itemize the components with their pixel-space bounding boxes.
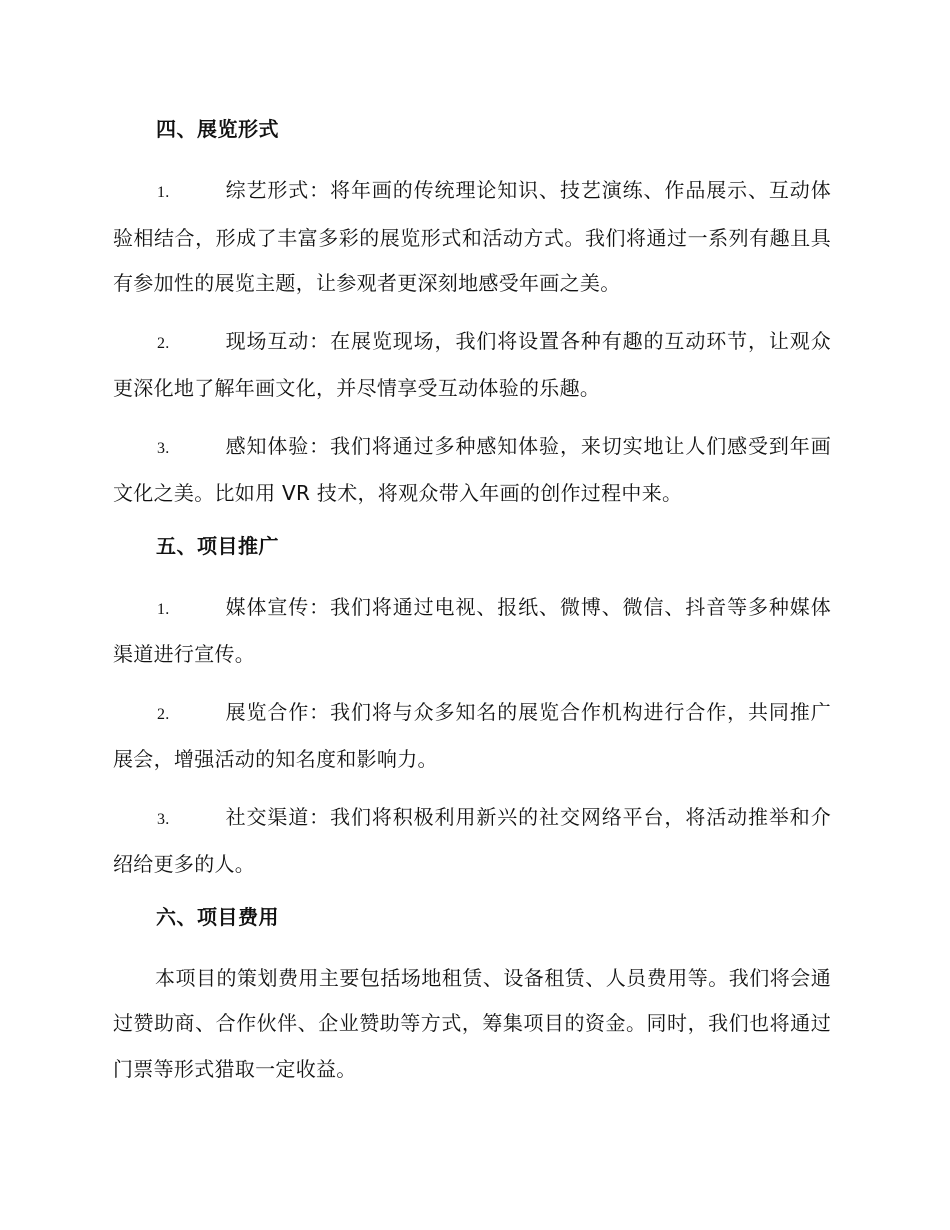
section-heading: 四、展览形式: [156, 117, 279, 141]
list-number: 3.: [157, 439, 170, 457]
list-number: 2.: [157, 334, 170, 352]
section-heading: 五、项目推广: [156, 533, 279, 558]
list-number: 1.: [157, 600, 170, 618]
list-text: 现场互动：在展览现场，我们将设置各种有趣的互动环节，让观众更深化地了解年画文化，并尽情享受互动体验的乐趣。: [113, 328, 831, 400]
list-text: 感知体验：我们将通过多种感知体验，来切实地让人们感受到年画文化之美。比如用 VR 技术，将观众带入年画的创作过程中来。: [113, 433, 831, 505]
list-item: [113, 690, 831, 783]
list-text: 展览合作：我们将与众多知名的展览合作机构进行合作，共同推广展会，增强活动的知名度和影响力。: [113, 699, 831, 771]
document-body: [113, 112, 831, 1092]
list-item: [113, 585, 831, 678]
body-paragraph: 本项目的策划费用主要包括场地租赁、设备租赁、人员费用等。我们将会通过赞助商、合作伙伴、企业赞助等方式，筹集项目的资金。同时，我们也将通过门票等形式猎取一定收益。: [113, 965, 831, 1081]
list-number: 3.: [157, 810, 170, 828]
section-heading: 六、项目费用: [156, 904, 279, 929]
list-item: [113, 319, 831, 412]
list-item: [113, 795, 831, 888]
section-exhibition-format: [113, 112, 831, 517]
list-item: [113, 168, 831, 307]
list-text: 社交渠道：我们将积极利用新兴的社交网络平台，将活动推举和介绍给更多的人。: [113, 804, 831, 876]
section-project-promotion: [113, 529, 831, 888]
list-number: 1.: [157, 184, 170, 201]
list-item: [113, 424, 831, 517]
list-number: 2.: [157, 705, 170, 723]
list-text: 媒体宣传：我们将通过电视、报纸、微博、微信、抖音等多种媒体渠道进行宣传。: [113, 594, 831, 666]
list-text: 综艺形式：将年画的传统理论知识、技艺演练、作品展示、互动体验相结合，形成了丰富多彩的展览形式和活动方式。我们将通过一系列有趣且具有参加性的展览主题，让参观者更深刻地感受年画之美。: [113, 178, 831, 295]
section-project-cost: [113, 900, 831, 1093]
